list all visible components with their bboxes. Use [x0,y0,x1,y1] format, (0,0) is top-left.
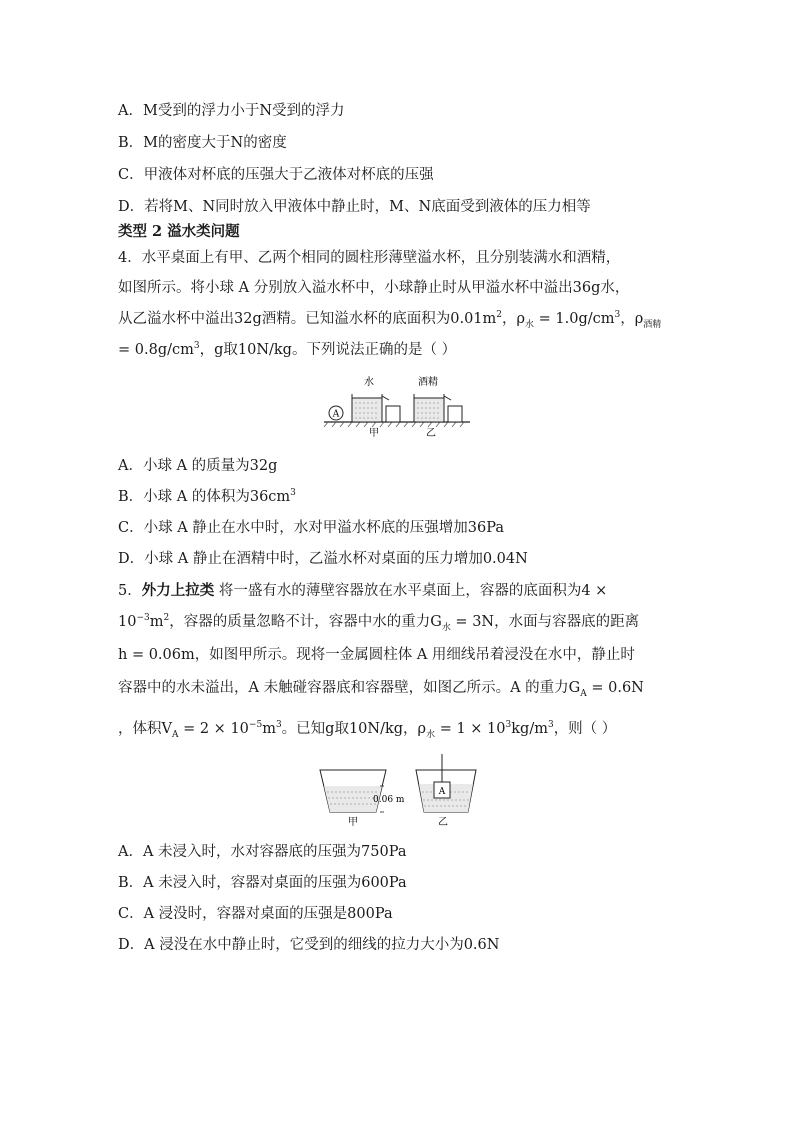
q4-option-b: B．小球 A 的体积为$36cm^3$ [118,488,296,505]
overflow-cup-water [352,398,382,422]
q5-line-4: 容器中的水未溢出，A 未触碰容器底和容器壁，如图乙所示。A 的重力$G_A = 0.6N$ [118,680,644,699]
svg-text:酒精: 酒精 [418,377,438,388]
q5-line-1: 5．外力上拉类 将一盛有水的薄壁容器放在水平桌面上，容器的底面积为4 × [118,582,608,599]
q5-line-2: $10^{-3}m^2$，容器的质量忽略不计，容器中水的重力$G_水 = 3N$，水面与容器底的距离 [118,613,640,633]
q4-option-d: D．小球 A 静止在酒精中时，乙溢水杯对桌面的压力增加0.04N [118,551,528,567]
q4-option-a: A．小球 A 的质量为32g [118,458,278,474]
svg-text:乙: 乙 [438,817,448,828]
svg-text:乙: 乙 [426,428,436,439]
overflow-cups-figure [322,370,472,440]
q3-option-a: A．M受到的浮力小于N受到的浮力 [118,103,345,119]
q4-line-4: = $0.8g/cm^3$，g取10N/kg。下列说法正确的是（ ） [118,341,457,358]
svg-text:甲: 甲 [348,817,358,828]
q5-option-a: A．A 未浸入时，水对容器底的压强为750Pa [118,844,407,860]
container-figure [318,752,478,828]
q5-line-5: ，体积$V_A = 2 \times 10^{-5}m^3$。已知g取10N/kg，$\rho_水 = 1 \times 10^3kg/m^3$，则（ ） [118,720,617,740]
svg-text:0.06 m: 0.06 m [373,795,405,805]
q3-option-c: C．甲液体对杯底的压强大于乙液体对杯底的压强 [118,167,434,183]
q5-option-c: C．A 浸没时，容器对桌面的压强是800Pa [118,906,393,922]
svg-text:水: 水 [364,377,374,388]
q4-option-c: C．小球 A 静止在水中时，水对甲溢水杯底的压强增加36Pa [118,520,504,536]
svg-text:A: A [438,787,446,797]
q3-option-d: D．若将M、N同时放入甲液体中静止时，M、N底面受到液体的压力相等 [118,199,591,215]
overflow-cup-alcohol [414,398,444,422]
section-title: 类型 2 溢水类问题 [118,223,240,240]
q4-line-1: 4．水平桌面上有甲、乙两个相同的圆柱形薄壁溢水杯，且分别装满水和酒精， [118,250,621,266]
q3-option-b: B．M的密度大于N的密度 [118,135,287,151]
beaker-1 [386,406,400,422]
q4-line-2: 如图所示。将小球 A 分别放入溢水杯中，小球静止时从甲溢水杯中溢出36g水， [118,280,630,296]
q4-line-3: 从乙溢水杯中溢出32g酒精。已知溢水杯的底面积为$0.01m^2$，$\rho_水 = 1.0g/cm^3$，$\rho_{酒精}$ [118,310,662,330]
q5-option-d: D．A 浸没在水中静止时，它受到的细线的拉力大小为0.6N [118,937,500,953]
svg-text:A: A [332,409,340,420]
q5-option-b: B．A 未浸入时，容器对桌面的压强为600Pa [118,875,407,891]
q5-line-3: h = 0.06m，如图甲所示。现将一金属圆柱体 A 用细线吊着浸没在水中，静止时 [118,647,635,663]
svg-text:甲: 甲 [369,428,379,439]
beaker-2 [448,406,462,422]
